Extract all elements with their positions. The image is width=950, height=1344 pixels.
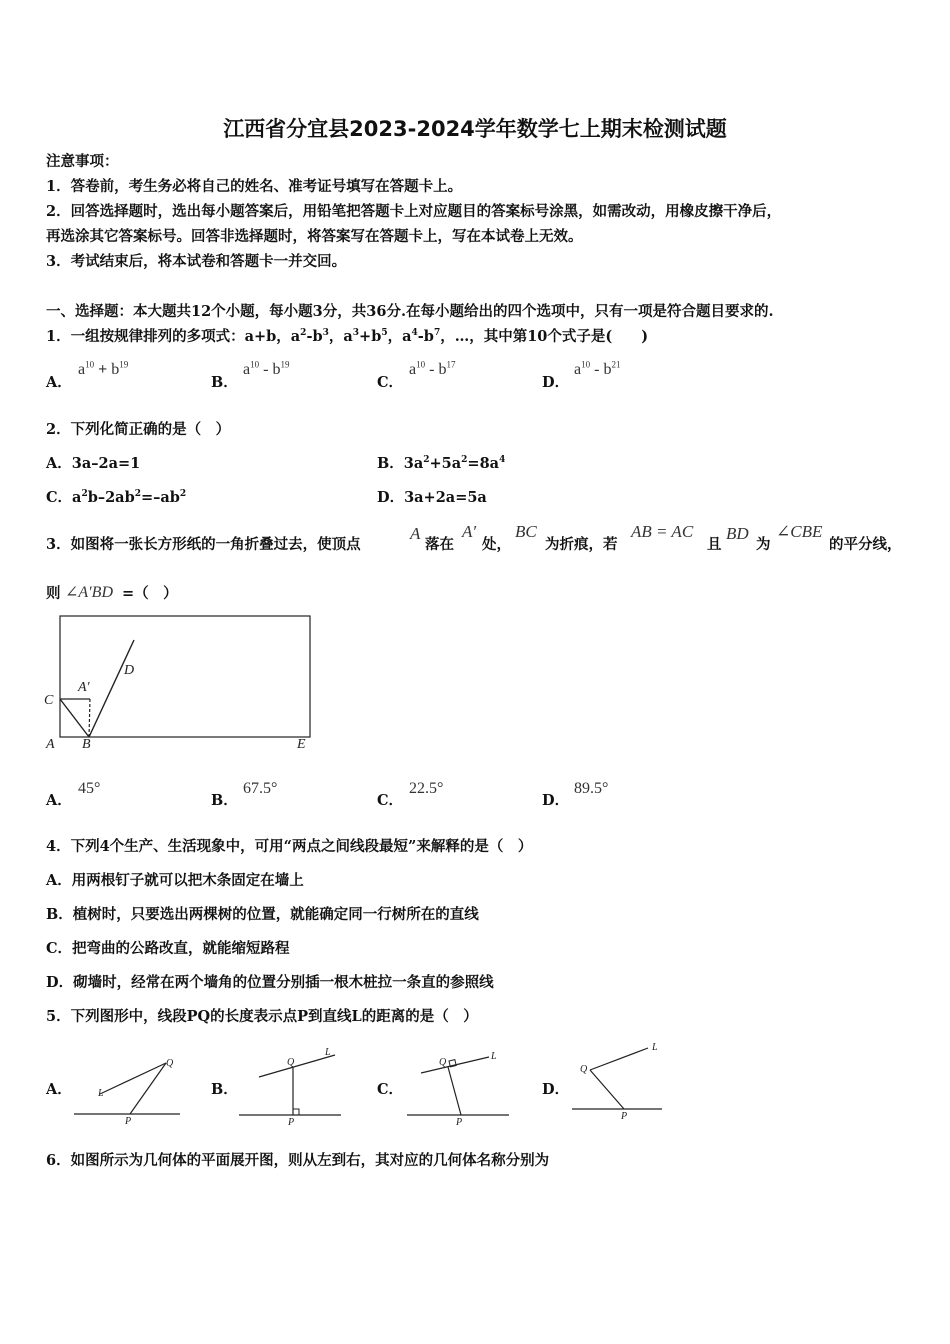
page-title: 江西省分宜县2023-2024学年数学七上期末检测试题 [223,117,727,141]
q3-line2-prefix: 则 [46,585,61,602]
q3-option-d-label[interactable]: D． [542,792,570,809]
q1-option-b-expr: $a^{10} - b^{19}$ [243,359,290,378]
svg-text:P: P [288,1117,295,1128]
bisector-bd [89,640,134,737]
label-a: A [46,737,55,752]
q1-option-d-label[interactable]: D． [542,374,570,391]
svg-text:Q: Q [580,1064,588,1075]
q3-math-angle-abd: ∠A′BD [65,584,114,601]
q3-option-c-label[interactable]: C． [377,792,404,809]
notice-heading: 注意事项： [46,153,119,170]
svg-text:Q: Q [287,1057,295,1068]
q3-math-a-prime: A′ [462,522,477,541]
q1-stem: 1．一组按规律排列的多项式：a+b，$a^2-b^3$，$a^3+b^5$，$a^4-b^7$，…，其中第10个式子是( ) [46,328,649,345]
q3-stem-part-2: 落在 [425,536,454,553]
q5-stem: 5．下列图形中，线段PQ的长度表示点P到直线L的距离的是（ ） [46,1008,478,1025]
q4-option-a[interactable]: A．用两根钉子就可以把木条固定在墙上 [46,872,304,889]
q3-stem-part-3: 处， [482,536,511,553]
segment-a-prime-b [89,699,90,737]
q3-stem-part-4: 为折痕，若 [545,536,618,553]
q6-stem: 6．如图所示为几何体的平面展开图，则从左到右，其对应的几何体名称分别为 [46,1152,550,1169]
q3-math-a: A [410,524,421,543]
label-e: E [297,737,306,752]
q5-figure-b [235,1045,355,1128]
svg-text:L: L [652,1042,658,1053]
svg-text:P: P [456,1117,463,1128]
q5-figure-c [403,1045,523,1128]
notice-item-1: 1．答卷前，考生务必将自己的姓名、准考证号填写在答题卡上。 [46,178,463,195]
q3-math-bd: BD [726,524,749,543]
label-d: D [124,663,135,678]
svg-text:P: P [125,1116,132,1127]
q1-option-b-label[interactable]: B． [211,374,238,391]
q3-line2-suffix: =（ ） [122,585,178,602]
q5-option-d-label[interactable]: D． [542,1081,570,1098]
svg-text:Q: Q [166,1058,174,1069]
q3-figure [40,610,320,755]
notice-item-3: 3．考试结束后，将本试卷和答题卡一并交回。 [46,253,347,270]
svg-text:L: L [98,1088,104,1099]
crease-bc [60,699,89,737]
section-heading: 一、选择题：本大题共12个小题，每小题3分，共36分.在每小题给出的四个选项中，只有一项是符合题目要求的. [46,303,774,320]
notice-item-2-line-1: 2．回答选择题时，选出每小题答案后，用铅笔把答题卡上对应题目的答案标号涂黑，如需改动，用橡皮擦干净后， [46,203,782,220]
q3-option-a-label[interactable]: A． [46,792,72,809]
q4-option-b[interactable]: B．植树时，只要选出两棵树的位置，就能确定同一行树所在的直线 [46,906,479,923]
notice-item-2-line-2: 再选涂其它答案标号。回答非选择题时，将答案写在答题卡上，写在本试卷上无效。 [46,228,583,245]
q3-option-a-value: 45° [78,780,101,797]
q2-option-c[interactable]: C．$a^2b-2ab^2=-ab^2$ [46,489,187,506]
svg-text:L: L [491,1051,497,1062]
label-c: C [44,693,54,708]
q4-stem: 4．下列4个生产、生活现象中，可用“两点之间线段最短”来解释的是（ ） [46,838,533,855]
q1-option-c-label[interactable]: C． [377,374,404,391]
q5-option-a-label[interactable]: A． [46,1081,72,1098]
q2-option-d[interactable]: D．3a+2a=5a [377,489,487,506]
label-a-prime: A′ [78,680,90,695]
q3-option-b-value: 67.5° [243,780,278,797]
svg-text:L: L [325,1047,331,1058]
q2-stem: 2．下列化简正确的是（ ） [46,421,231,438]
q2-option-b[interactable]: B．$3a^2+5a^2=8a^4$ [377,455,506,472]
q3-stem-part-1: 3．如图将一张长方形纸的一角折叠过去，使顶点 [46,536,361,553]
q3-option-c-value: 22.5° [409,780,444,797]
q5-option-b-label[interactable]: B． [211,1081,238,1098]
svg-text:P: P [621,1111,628,1122]
q3-math-bc: BC [515,522,537,541]
q3-math-angle-cbe: ∠CBE [776,522,823,541]
q2-option-a[interactable]: A．3a–2a=1 [46,455,141,472]
q3-stem-part-6: 为 [756,536,771,553]
q1-option-a-expr: $a^{10} + b^{19}$ [78,359,129,378]
q3-stem-part-7: 的平分线， [829,536,902,553]
q5-option-c-label[interactable]: C． [377,1081,404,1098]
q1-option-d-expr: $a^{10} - b^{21}$ [574,359,621,378]
q5-figure-d [568,1040,688,1120]
q3-option-d-value: 89.5° [574,780,609,797]
q3-stem-part-5: 且 [707,536,722,553]
label-b: B [82,737,91,752]
svg-text:Q: Q [439,1057,447,1068]
q5-figure-a [70,1050,190,1130]
q1-option-c-expr: $a^{10} - b^{17}$ [409,359,456,378]
q1-option-a-label[interactable]: A． [46,374,72,391]
q3-math-ab-ac: AB = AC [631,522,694,541]
q4-option-d[interactable]: D．砌墙时，经常在两个墙角的位置分别插一根木桩拉一条直的参照线 [46,974,494,991]
q4-option-c[interactable]: C．把弯曲的公路改直，就能缩短路程 [46,940,290,957]
q3-option-b-label[interactable]: B． [211,792,238,809]
